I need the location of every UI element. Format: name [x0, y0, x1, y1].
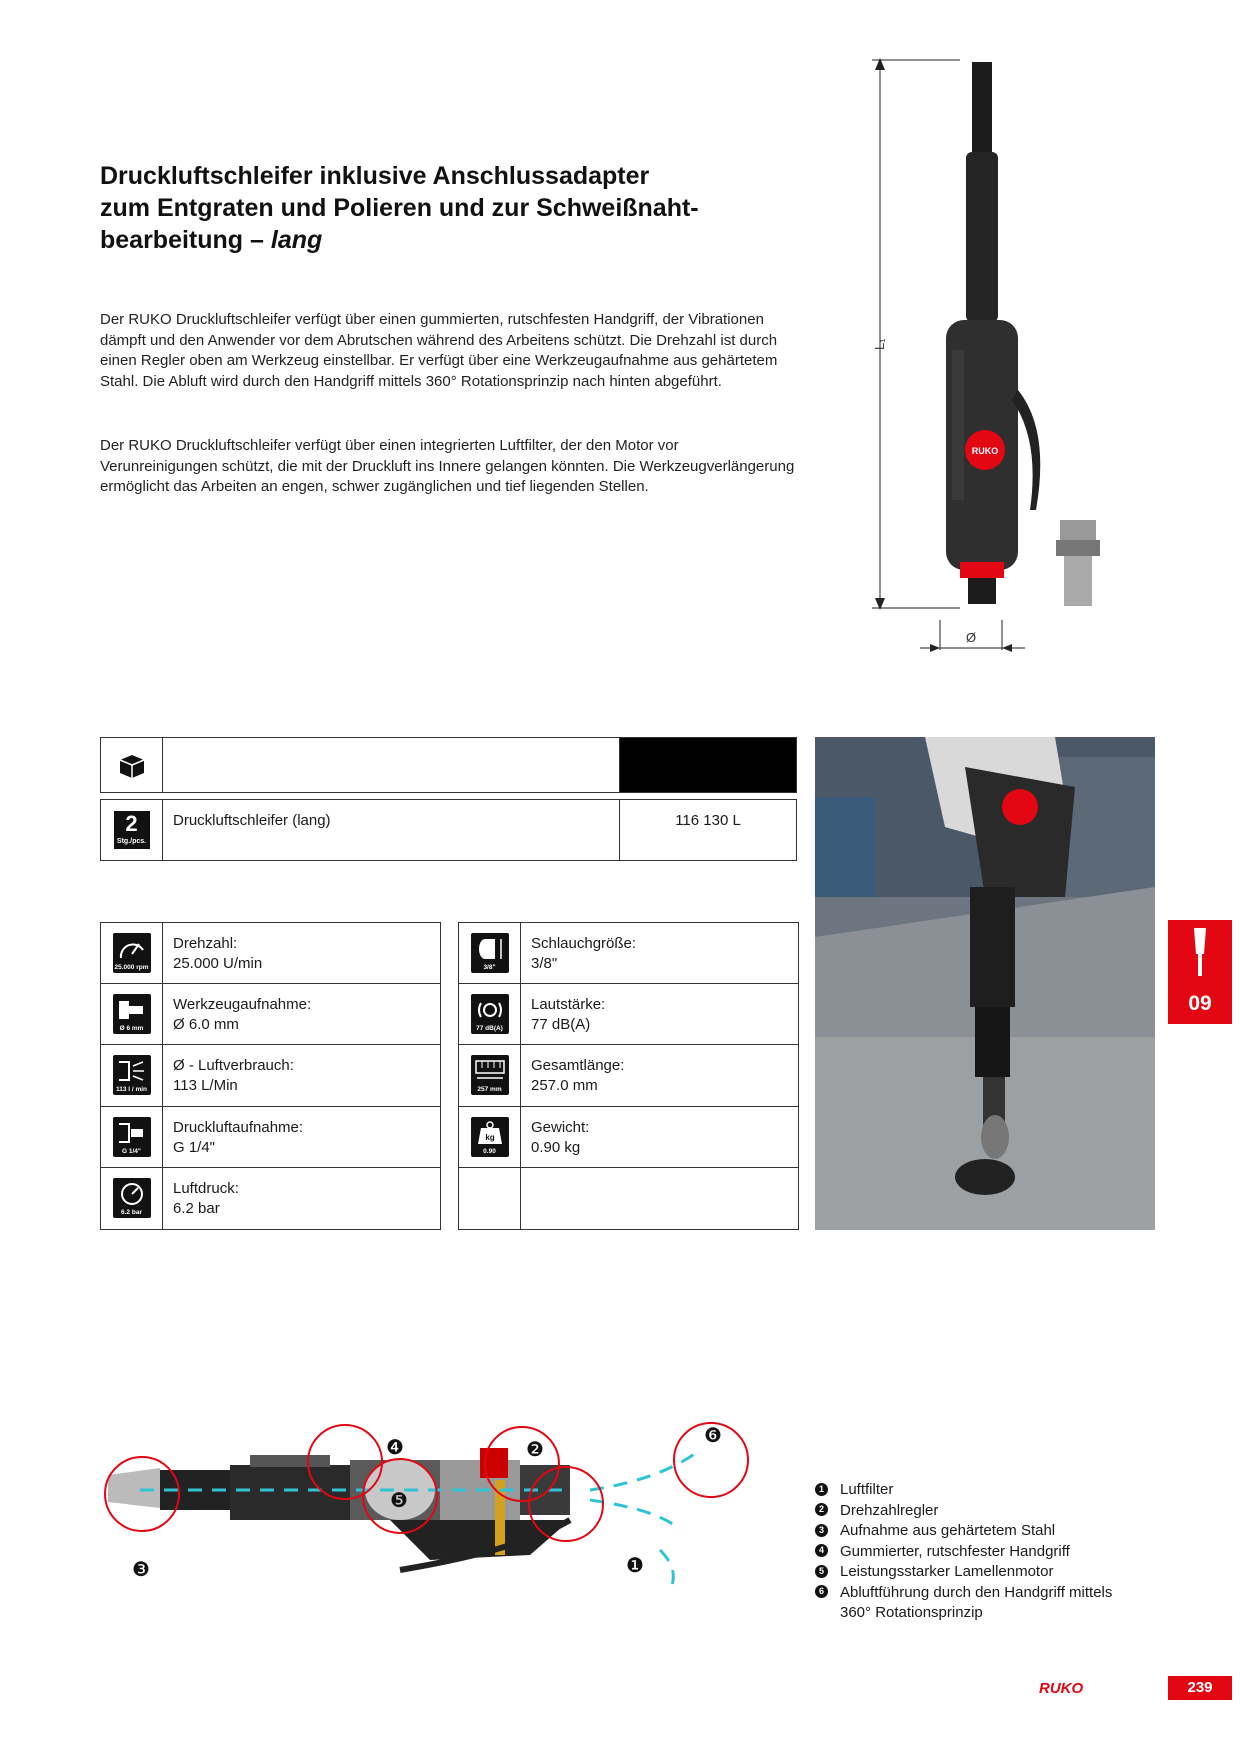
article-row — [100, 799, 797, 861]
article-table — [100, 737, 797, 861]
callout-5: ❺ — [390, 1490, 408, 1512]
article-description: Druckluftschleifer (lang) — [163, 800, 620, 860]
product-drawing — [860, 50, 1120, 670]
legend-text: Gummierter, rutschfester Handgriff — [840, 1542, 1070, 1560]
description-paragraph-1: Der RUKO Druckluftschleifer verfügt über einen gummierten, rutschfesten Handgriff, der Vibrationen dämpft und den Anwender vor dem Abrutschen während des Arbeitens schützt. Die Drehzahl ist durch einen Regler oben am Werkzeug einstellbar. Er verfügt über eine Werkzeugaufnahme aus gehärtetem Stahl. Die Abluft wird durch den Handgriff mittels 360° Rotationsprinzip nach hinten abgeführt. — [100, 311, 778, 390]
spec-value: 77 dB(A) — [531, 1015, 591, 1033]
spec-icon-cell — [459, 1107, 521, 1168]
spec-row-air-consumption — [100, 1045, 441, 1107]
air-consumption-icon — [113, 1055, 151, 1095]
spec-label: Werkzeugaufnahme: — [173, 995, 312, 1013]
title-line-3 — [100, 224, 800, 256]
spec-row-weight — [458, 1107, 799, 1169]
speed-icon-label: 25.000 rpm — [114, 963, 149, 971]
diameter-label: Ø — [966, 630, 977, 645]
chapter-number: 09 — [1188, 992, 1212, 1015]
spec-value: 6.2 bar — [173, 1200, 220, 1217]
article-header-number — [620, 738, 796, 792]
callout-2: ❷ — [526, 1439, 544, 1461]
qty-unit: Stg./pcs. — [116, 838, 147, 845]
spec-icon-cell — [101, 1045, 163, 1106]
spec-value: 25.000 U/min — [173, 955, 263, 972]
spec-icon-cell — [459, 1168, 521, 1229]
title-line-1: Druckluftschleifer inklusive Anschlussadapter — [100, 162, 650, 190]
brand-logo: RUKO — [1039, 1680, 1084, 1697]
legend-text: Abluftführung durch den Handgriff mittels 360° Rotationsprinzip — [840, 1583, 1113, 1621]
legend-number: 6 — [815, 1585, 828, 1598]
legend-item — [815, 1501, 1145, 1522]
weight-icon — [471, 1117, 509, 1157]
spec-label: Druckluftaufnahme: — [173, 1118, 304, 1136]
spec-icon-cell — [101, 984, 163, 1045]
burr-icon — [1168, 920, 1232, 980]
spec-text — [521, 1107, 599, 1168]
spec-label: Ø - Luftverbrauch: — [173, 1057, 294, 1074]
spec-value: 3/8" — [531, 955, 558, 972]
spec-text — [163, 1107, 313, 1168]
callout-6: ❻ — [704, 1425, 722, 1447]
callout-4: ❹ — [386, 1437, 404, 1459]
spec-text — [521, 984, 615, 1045]
legend-text: Leistungsstarker Lamellenmotor — [840, 1563, 1054, 1580]
hose-size-icon — [471, 933, 509, 973]
ruler-icon-label: 257 mm — [477, 1086, 502, 1094]
pressure-icon-label: 6.2 bar — [121, 1209, 142, 1217]
sound-level-icon — [471, 994, 509, 1034]
product-photo — [815, 737, 1155, 1230]
tool-holder-icon-label: Ø 6 mm — [119, 1024, 144, 1032]
spec-icon-cell — [459, 923, 521, 983]
spec-icon-cell — [101, 1107, 163, 1168]
chapter-tab — [1168, 920, 1232, 1024]
callout-1: ❶ — [626, 1555, 644, 1577]
length-label: L₁ — [872, 338, 887, 350]
speed-gauge-icon — [113, 933, 151, 973]
legend-item — [815, 1542, 1145, 1563]
air-consumption-icon-label: 113 l / min — [115, 1086, 148, 1094]
spec-row-sound — [458, 984, 799, 1046]
cutaway-drawing — [100, 1420, 780, 1630]
sound-icon-label: 77 dB(A) — [476, 1024, 503, 1032]
spec-row-length — [458, 1045, 799, 1107]
legend-number: 3 — [815, 1524, 828, 1537]
article-header-description — [163, 738, 620, 792]
hose-icon-label: 3/8" — [483, 963, 496, 971]
spec-text — [163, 1045, 304, 1106]
spec-row-speed — [100, 922, 441, 984]
title-line-2: zum Entgraten und Polieren und zur Schweißnaht- — [100, 194, 699, 222]
page-title — [100, 160, 800, 256]
legend-number: 1 — [815, 1483, 828, 1496]
air-connection-icon-label: G 1/4" — [122, 1147, 141, 1155]
spec-icon-cell — [101, 1168, 163, 1229]
tool-holder-icon — [113, 994, 151, 1034]
tool-brand: RUKO — [971, 446, 999, 456]
spec-text — [163, 1168, 249, 1229]
package-icon — [117, 751, 147, 779]
feature-legend — [815, 1480, 1145, 1624]
spec-row-pressure — [100, 1168, 441, 1230]
legend-item — [815, 1583, 1145, 1624]
legend-item — [815, 1521, 1145, 1542]
spec-value: G 1/4" — [173, 1138, 216, 1156]
spec-label: Gewicht: — [531, 1118, 590, 1136]
legend-item — [815, 1562, 1145, 1583]
article-header-row — [100, 737, 797, 793]
weight-icon-label: 0.90 — [483, 1147, 496, 1155]
spec-label: Gesamtlänge: — [531, 1057, 625, 1074]
specs-left-table — [100, 922, 441, 1230]
specs-right-table — [458, 922, 799, 1230]
ruler-icon — [471, 1055, 509, 1095]
legend-text: Drehzahlregler — [840, 1501, 939, 1519]
legend-number: 4 — [815, 1544, 828, 1557]
legend-item — [815, 1480, 1145, 1501]
spec-value: 113 L/Min — [173, 1077, 238, 1094]
spec-text — [163, 923, 272, 983]
legend-text: Aufnahme aus gehärtetem Stahl — [840, 1522, 1056, 1539]
spec-label: Luftdruck: — [173, 1180, 239, 1197]
title-line-3-text: bearbeitung – — [100, 226, 271, 254]
spec-value: 0.90 kg — [531, 1138, 581, 1156]
callout-3: ❸ — [132, 1559, 150, 1581]
spec-label: Schlauchgröße: — [531, 935, 637, 952]
legend-number: 2 — [815, 1503, 828, 1516]
spec-text — [163, 984, 321, 1045]
qty-cell — [101, 800, 163, 860]
spec-text — [521, 1045, 634, 1106]
spec-row-tool-holder — [100, 984, 441, 1046]
spec-text — [521, 923, 646, 983]
spec-row-hose-size — [458, 922, 799, 984]
spec-icon-cell — [459, 1045, 521, 1106]
description-paragraph-2: Der RUKO Druckluftschleifer verfügt über einen integrierten Luftfilter, der den Motor vor Verunreinigungen schützt, die mit der Druckluft ins Innere gelangen könnten. Die Werkzeugverlängerung ermöglicht das Arbeiten an engen, schwer zugänglichen und tief liegenden Stellen. — [100, 437, 795, 495]
package-cell — [101, 738, 163, 792]
spec-row-empty — [458, 1168, 799, 1230]
spec-icon-cell — [459, 984, 521, 1045]
spec-value: Ø 6.0 mm — [173, 1015, 239, 1033]
legend-text: Luftfilter — [840, 1481, 894, 1498]
qty-value: 2 — [125, 811, 138, 836]
legend-number: 5 — [815, 1565, 828, 1578]
spec-text — [521, 1168, 541, 1229]
spec-row-air-connection — [100, 1107, 441, 1169]
spec-label: Lautstärke: — [531, 995, 606, 1013]
spec-icon-cell — [101, 923, 163, 983]
air-connection-icon — [113, 1117, 151, 1157]
page-number: 239 — [1168, 1676, 1232, 1700]
title-italic: lang — [270, 226, 323, 254]
pressure-gauge-icon — [113, 1178, 151, 1218]
article-number: 116 130 L — [675, 812, 741, 829]
svg-text:kg: kg — [484, 1132, 495, 1142]
spec-value: 257.0 mm — [531, 1077, 598, 1094]
spec-label: Drehzahl: — [173, 935, 238, 952]
qty-badge — [114, 811, 150, 849]
